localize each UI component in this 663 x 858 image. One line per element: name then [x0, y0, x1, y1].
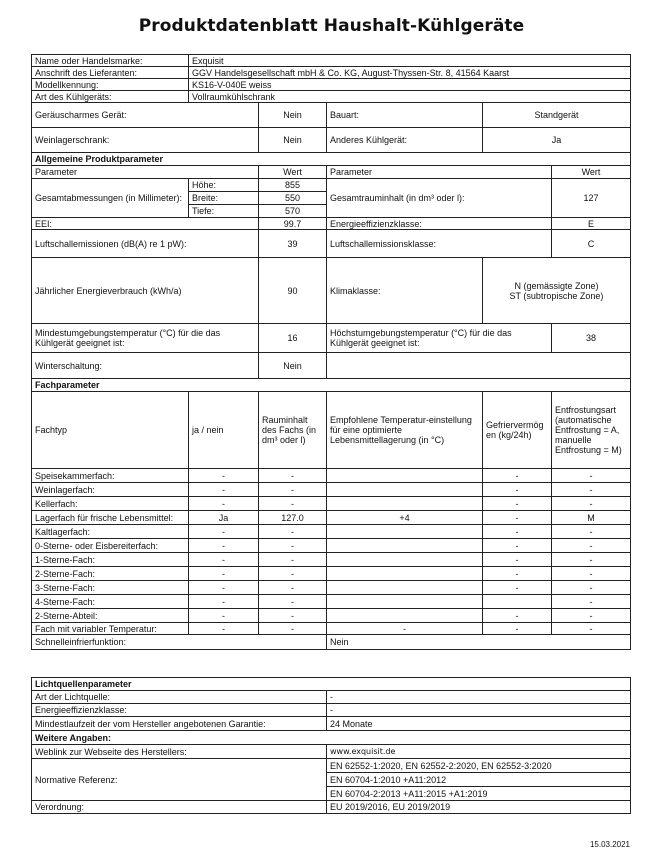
cell: - [259, 469, 327, 483]
cell: Ja [189, 511, 259, 525]
brand-value: Exquisit [189, 55, 631, 67]
quiet-label: Geräuscharmes Gerät: [32, 103, 259, 128]
cell: 127.0 [259, 511, 327, 525]
climate-value-2: ST (subtropische Zone) [509, 290, 604, 301]
cell: - [483, 497, 552, 511]
cell [327, 553, 483, 567]
ch-volume: Rauminhalt des Fachs (in dm³ oder l) [259, 392, 327, 469]
energy-label: Jährlicher Energieverbrauch (kWh/a) [32, 258, 259, 324]
norm-ref-3: EN 60704-2:2013 +A11:2015 +A1:2019 [327, 787, 631, 801]
eei-label: EEI: [32, 218, 259, 230]
table-row [32, 623, 631, 635]
brand-label: Name oder Handelsmarke: [32, 55, 189, 67]
address-label: Anschrift des Lieferanten: [32, 67, 189, 79]
cell: - [189, 553, 259, 567]
light-eclass-value: - [327, 704, 631, 717]
regulation-label: Verordnung: [32, 801, 327, 814]
volume-label: Gesamtrauminhalt (in dm³ oder l): [327, 179, 552, 218]
cell [327, 539, 483, 553]
web-label: Weblink zur Webseite des Herstellers: [32, 745, 327, 759]
cell [327, 595, 483, 609]
cell: - [189, 609, 259, 623]
cell: - [189, 539, 259, 553]
row-label: 4-Sterne-Fach: [32, 595, 189, 609]
cell: - [259, 567, 327, 581]
cell: - [483, 567, 552, 581]
table-row [32, 567, 631, 581]
cell: - [552, 623, 631, 635]
eei-value: 99.7 [259, 218, 327, 230]
ch-fachtyp: Fachtyp [32, 392, 189, 469]
type-label: Art des Kühlgeräts: [32, 91, 189, 103]
cell: - [259, 609, 327, 623]
cell: - [259, 483, 327, 497]
cell: - [189, 567, 259, 581]
light-eclass-label: Energieeffizienzklasse: [32, 704, 327, 717]
build-value: Standgerät [483, 103, 631, 128]
row-label: Weinlagerfach: [32, 483, 189, 497]
cell: - [259, 553, 327, 567]
noise-label: Luftschallemissionen (dB(A) re 1 pW): [32, 230, 259, 258]
section-more: Weitere Angaben: [32, 731, 631, 745]
maxtemp-value: 38 [552, 324, 631, 353]
norm-label: Normative Referenz: [32, 759, 327, 801]
cell [327, 567, 483, 581]
noiseclass-value: C [552, 230, 631, 258]
web-link[interactable]: www.exquisit.de [327, 745, 631, 759]
row-label: 2-Sterne-Fach: [32, 567, 189, 581]
warranty-value: 24 Monate [327, 717, 631, 731]
cell: - [483, 623, 552, 635]
regulation-value: EU 2019/2016, EU 2019/2019 [327, 801, 631, 814]
table-row [32, 525, 631, 539]
noise-value: 39 [259, 230, 327, 258]
cell: - [483, 539, 552, 553]
cell: - [552, 567, 631, 581]
cell [327, 609, 483, 623]
depth-value: 570 [259, 205, 327, 218]
cell: M [552, 511, 631, 525]
cell: - [327, 623, 483, 635]
document-date: 15.03.2021 [589, 840, 630, 849]
cell: - [189, 623, 259, 635]
general-info-table [31, 54, 631, 650]
cell: - [552, 497, 631, 511]
cell: - [259, 525, 327, 539]
cell: - [483, 525, 552, 539]
cell: - [552, 469, 631, 483]
wine-label: Weinlagerschrank: [32, 128, 259, 153]
cell: - [189, 483, 259, 497]
col-param: Parameter [32, 166, 259, 179]
address-value: GGV Handelsgesellschaft mbH & Co. KG, August-Thyssen-Str. 8, 41564 Kaarst [189, 67, 631, 79]
table-row [32, 553, 631, 567]
light-type-value: - [327, 691, 631, 704]
table-row [32, 539, 631, 553]
cell: - [259, 539, 327, 553]
noiseclass-label: Luftschallemissionsklasse: [327, 230, 552, 258]
cell: - [189, 595, 259, 609]
volume-value: 127 [552, 179, 631, 218]
cell: - [552, 539, 631, 553]
eclass-value: E [552, 218, 631, 230]
ch-temp: Empfohlene Temperatur-einstellung für eine optimierte Lebensmittellagerung (in °C) [327, 392, 483, 469]
row-label: 1-Sterne-Fach: [32, 553, 189, 567]
row-label: Speisekammerfach: [32, 469, 189, 483]
table-row [32, 483, 631, 497]
cell [327, 525, 483, 539]
width-value: 550 [259, 192, 327, 205]
model-label: Modellkennung: [32, 79, 189, 91]
col-value: Wert [259, 166, 327, 179]
light-and-more-table [31, 677, 631, 814]
mintemp-label: Mindestumgebungstemperatur (°C) für die das Kühlgerät geeignet ist: [32, 324, 259, 353]
type-value: Vollraumkühlschrank [189, 91, 631, 103]
cell: - [189, 525, 259, 539]
mintemp-value: 16 [259, 324, 327, 353]
quiet-value: Nein [259, 103, 327, 128]
table-row [32, 595, 631, 609]
cell: - [189, 581, 259, 595]
cell: - [552, 581, 631, 595]
cell: +4 [327, 511, 483, 525]
col-value-2: Wert [552, 166, 631, 179]
cell [327, 469, 483, 483]
cell: - [552, 609, 631, 623]
cell: - [483, 609, 552, 623]
row-label: Fach mit variabler Temperatur: [32, 623, 189, 635]
climate-label: Klimaklasse: [327, 258, 483, 324]
col-param-2: Parameter [327, 166, 552, 179]
light-type-label: Art der Lichtquelle: [32, 691, 327, 704]
section-compartments: Fachparameter [32, 379, 631, 392]
cell: - [483, 469, 552, 483]
cell: - [552, 525, 631, 539]
height-value: 855 [259, 179, 327, 192]
cell: - [259, 581, 327, 595]
model-value: KS16-V-040E weiss [189, 79, 631, 91]
cell: - [552, 483, 631, 497]
cell: - [483, 511, 552, 525]
energy-value: 90 [259, 258, 327, 324]
cell: - [259, 595, 327, 609]
table-row [32, 497, 631, 511]
height-label: Höhe: [189, 179, 259, 192]
dims-label: Gesamtabmessungen (in Millimeter): [32, 179, 189, 218]
depth-label: Tiefe: [189, 205, 259, 218]
table-row [32, 511, 631, 525]
section-light: Lichtquellenparameter [32, 678, 631, 691]
wine-value: Nein [259, 128, 327, 153]
page-title: Produktdatenblatt Haushalt-Kühlgeräte [138, 16, 525, 36]
climate-value-1: N (gemässigte Zone) [514, 280, 599, 291]
cell: - [189, 497, 259, 511]
quickfreeze-label: Schnelleinfrierfunktion: [32, 635, 327, 650]
other-value: Ja [483, 128, 631, 153]
winter-value: Nein [259, 353, 327, 379]
climate-value [483, 258, 631, 324]
eclass-label: Energieeffizienzklasse: [327, 218, 552, 230]
table-row [32, 609, 631, 623]
build-label: Bauart: [327, 103, 483, 128]
ch-defrost: Entfrostungsart (automatische Entfrostung = A, manuelle Entfrostung = M) [552, 392, 631, 469]
winter-label: Winterschaltung: [32, 353, 259, 379]
maxtemp-label: Höchstumgebungstemperatur (°C) für die das Kühlgerät geeignet ist: [327, 324, 552, 353]
width-label: Breite: [189, 192, 259, 205]
table-row [32, 581, 631, 595]
cell [327, 581, 483, 595]
row-label: 2-Sterne-Abteil: [32, 609, 189, 623]
cell: - [259, 623, 327, 635]
row-label: Kaltlagerfach: [32, 525, 189, 539]
row-label: Kellerfach: [32, 497, 189, 511]
cell: - [259, 497, 327, 511]
section-general-params: Allgemeine Produktparameter [32, 153, 631, 166]
row-label: 3-Sterne-Fach: [32, 581, 189, 595]
ch-freeze: Gefriervermögen (kg/24h) [483, 392, 552, 469]
row-label: Lagerfach für frische Lebensmittel: [32, 511, 189, 525]
cell: - [483, 581, 552, 595]
cell: - [483, 553, 552, 567]
winter-empty [327, 353, 631, 379]
warranty-label: Mindestlaufzeit der vom Hersteller angebotenen Garantie: [32, 717, 327, 731]
other-label: Anderes Kühlgerät: [327, 128, 483, 153]
ch-yesno: ja / nein [189, 392, 259, 469]
cell [327, 483, 483, 497]
cell: - [189, 469, 259, 483]
quickfreeze-value: Nein [327, 635, 631, 650]
table-row [32, 469, 631, 483]
row-label: 0-Sterne- oder Eisbereiterfach: [32, 539, 189, 553]
cell: - [483, 483, 552, 497]
cell [483, 595, 552, 609]
cell: - [552, 595, 631, 609]
cell: - [552, 553, 631, 567]
cell [327, 497, 483, 511]
norm-ref-2: EN 60704-1:2010 +A11:2012 [327, 773, 631, 787]
norm-ref-1: EN 62552-1:2020, EN 62552-2:2020, EN 62552-3:2020 [327, 759, 631, 773]
